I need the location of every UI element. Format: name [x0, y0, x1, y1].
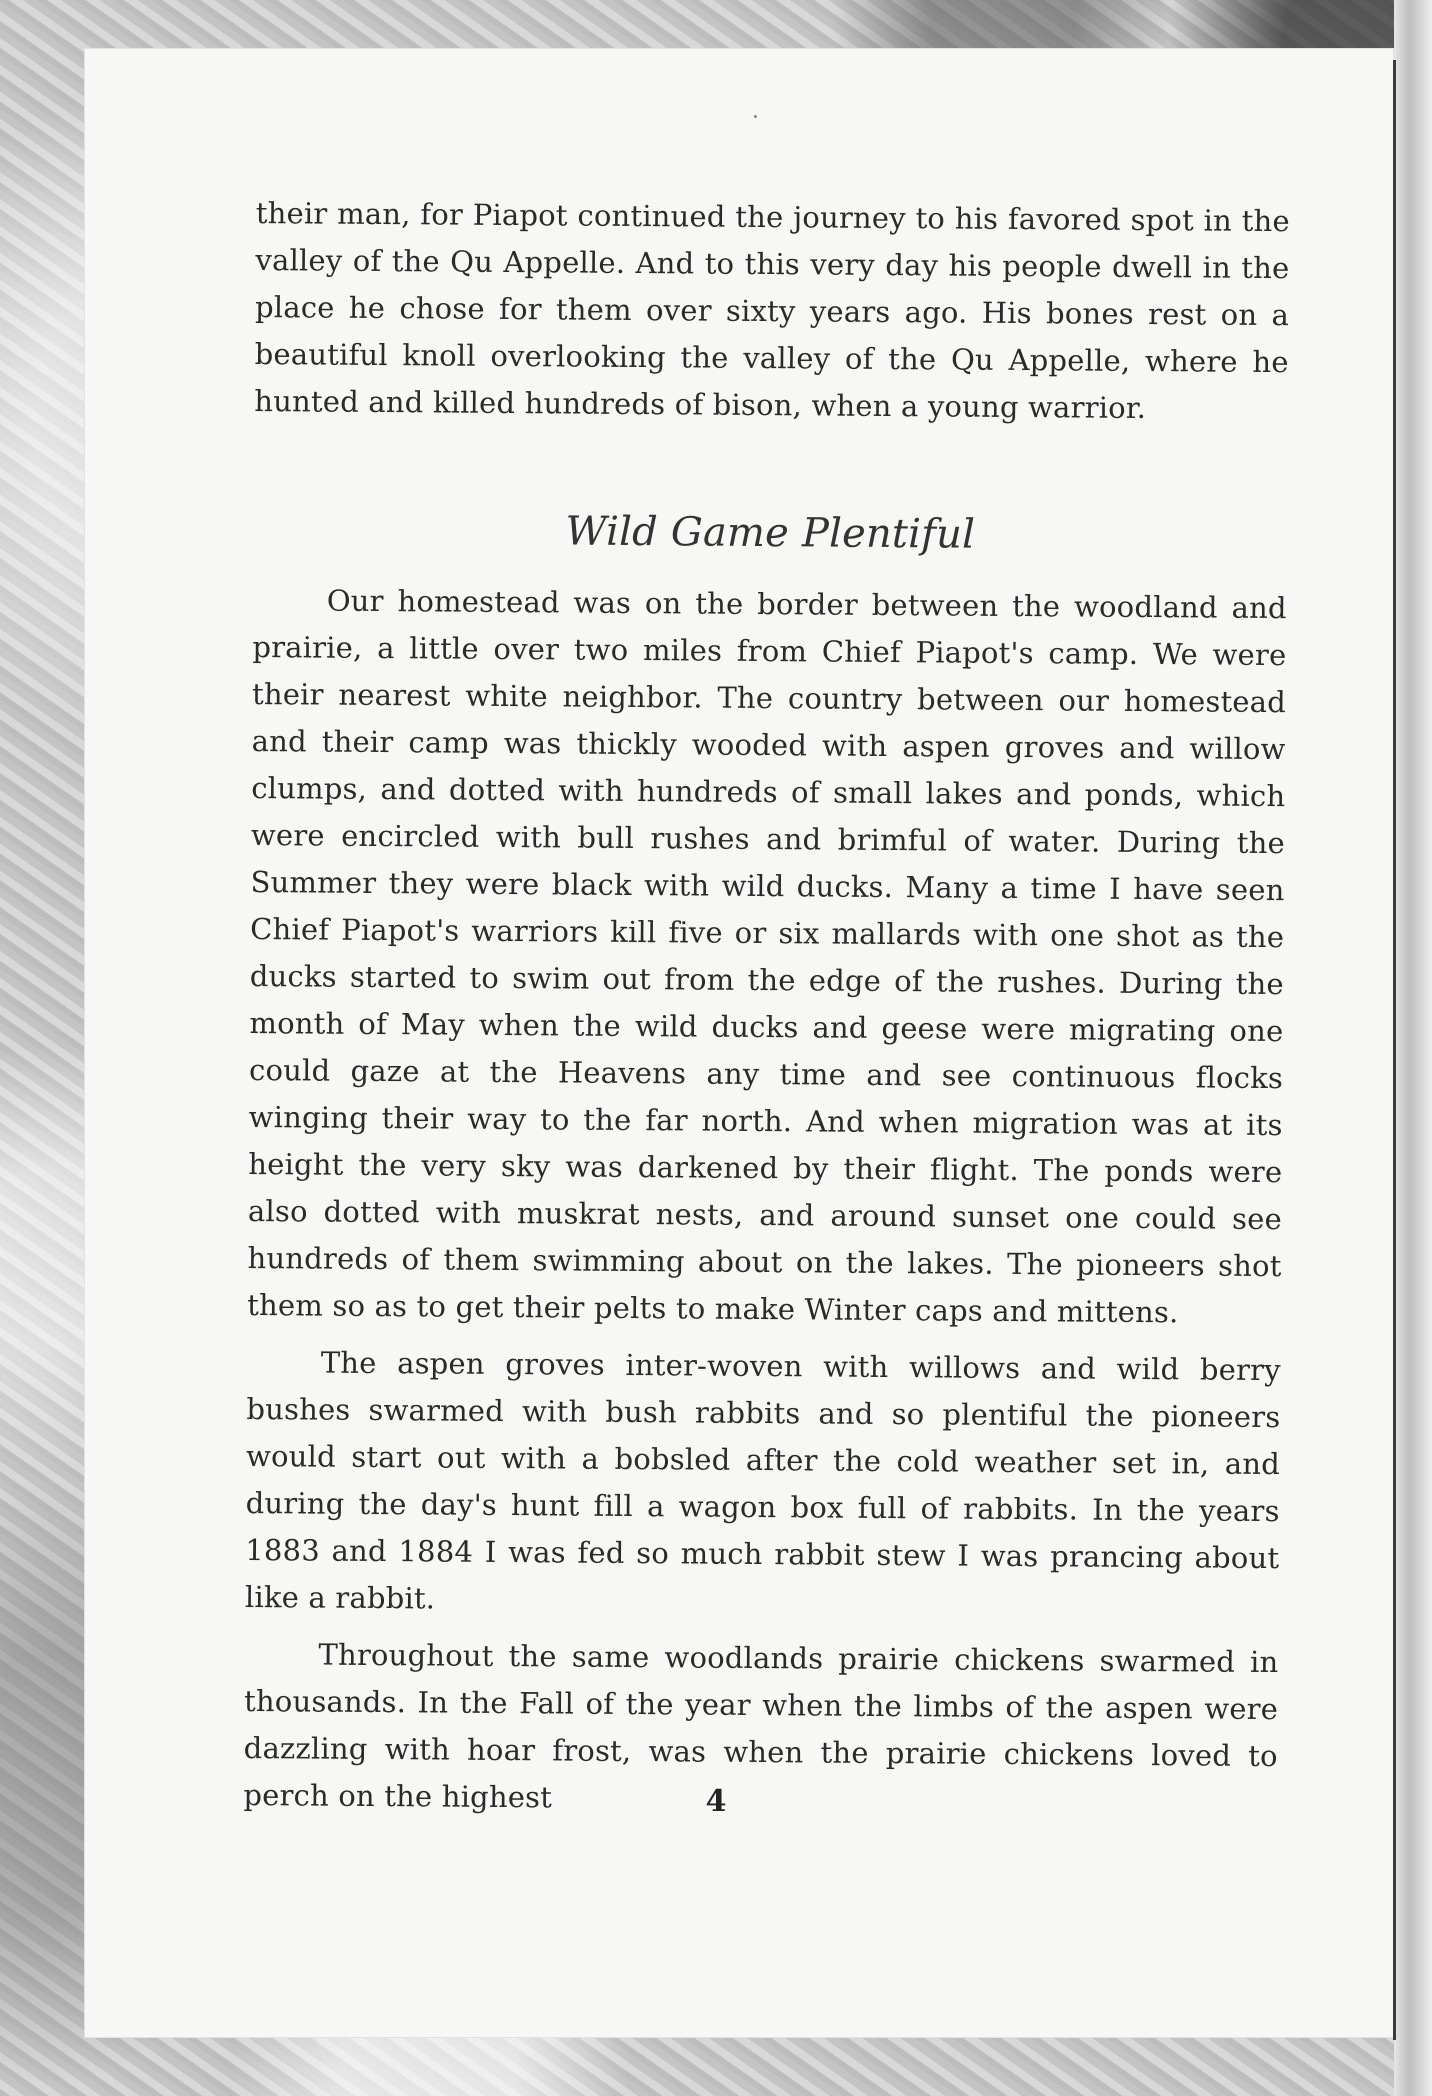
paper-speck [754, 115, 757, 118]
page-edge-line [1393, 60, 1396, 2040]
page-number: 4 [705, 1784, 727, 1819]
page-text-block [243, 190, 1290, 1827]
section-heading: Wild Game Plentiful [565, 508, 976, 558]
paragraph-prairie-chickens: Throughout the same woodlands prairie chickens swarmed in thousands. In the Fall of the year when the limbs of the aspen were dazzling with hoar frost, was when the prairie chickens loved to perch on the highest [243, 1637, 1279, 1815]
paragraph-rabbits: The aspen groves inter-woven with willows and wild berry bushes swarmed with bush rabbits and so plentiful the pioneers would start out with a bobsled after the cold weather set in, and during the day's hunt fill a wagon box full of rabbits. In the years 1883 and 1884 I was fed so much rabbit stew I was prancing about like a rabbit. [244, 1345, 1281, 1616]
book-spine-edge [1394, 0, 1432, 2096]
paragraph-continued: their man, for Piapot continued the journey to his favored spot in the valley of the Qu Appelle. And to this very day his people dwell in the place he chose for them over sixty years ago. His bones rest on a beautiful knoll overlooking the valley of the Qu Appelle, where he hunted and killed hundreds of bison, when a young warrior. [254, 195, 1290, 425]
paragraph-homestead: Our homestead was on the border between the woodland and prairie, a little over two miles from Chief Piapot's camp. We were their nearest white neighbor. The country between our homestead and their camp was thickly wooded with aspen groves and willow clumps, and dotted with hundreds of small lakes and ponds, which were encircled with bull rushes and brimful of water. During the Summer they were black with wild ducks. Many a time I have seen Chief Piapot's warriors kill five or six mallards with one shot as the ducks started to swim out from the edge of the rushes. During the month of May when the wild ducks and geese were migrating one could gaze at the Heavens any time and see continuous flocks winging their way to the far north. And when migration was at its height the very sky was darkened by their flight. The ponds were also dotted with muskrat nests, and around sunset one could see hundreds of them swimming about on the lakes. The pioneers shot them so as to get their pelts to make Winter caps and mittens. [247, 583, 1287, 1330]
